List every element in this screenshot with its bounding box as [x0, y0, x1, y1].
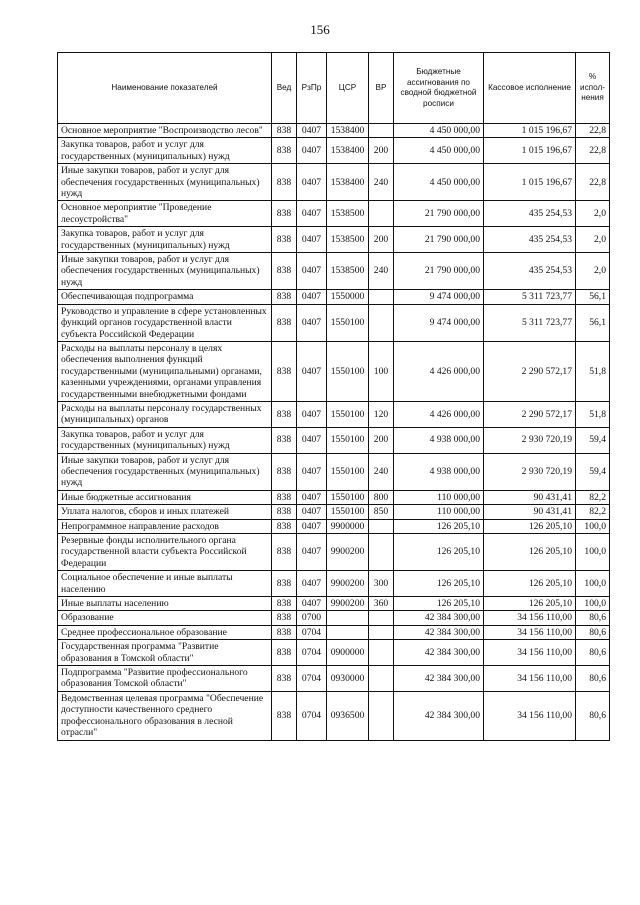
row-name: Иные закупки товаров, работ и услуг для обеспечения государственных (муниципальных) нужд [58, 253, 272, 290]
row-cash: 1 015 196,67 [484, 124, 576, 138]
row-percent: 2,0 [576, 201, 610, 227]
row-csr: 1538400 [327, 164, 369, 201]
table-row [58, 227, 610, 253]
row-cash: 435 254,53 [484, 227, 576, 253]
row-budget: 126 205,10 [394, 534, 484, 571]
row-percent: 80,6 [576, 640, 610, 666]
row-ved: 838 [272, 227, 297, 253]
row-cash: 435 254,53 [484, 201, 576, 227]
row-csr [327, 611, 369, 625]
row-ved: 838 [272, 534, 297, 571]
row-percent: 59,4 [576, 427, 610, 453]
row-name: Основное мероприятие "Проведение лесоустройства" [58, 201, 272, 227]
row-cash: 126 205,10 [484, 571, 576, 597]
row-vr [369, 304, 394, 341]
row-vr [369, 201, 394, 227]
table-row [58, 427, 610, 453]
row-rzpr: 0407 [297, 571, 327, 597]
table-row [58, 253, 610, 290]
row-budget: 9 474 000,00 [394, 290, 484, 304]
row-csr: 1538400 [327, 124, 369, 138]
row-percent: 100,0 [576, 534, 610, 571]
row-vr: 200 [369, 227, 394, 253]
row-vr: 240 [369, 253, 394, 290]
row-rzpr: 0407 [297, 201, 327, 227]
row-csr: 9900200 [327, 534, 369, 571]
table-row [58, 453, 610, 490]
row-csr: 1538400 [327, 138, 369, 164]
row-csr: 1550100 [327, 427, 369, 453]
row-csr: 1550100 [327, 453, 369, 490]
row-name: Расходы на выплаты персоналу государственных (муниципальных) органов [58, 401, 272, 427]
row-budget: 42 384 300,00 [394, 640, 484, 666]
table-row [58, 290, 610, 304]
row-budget: 4 938 000,00 [394, 427, 484, 453]
row-cash: 2 290 572,17 [484, 341, 576, 401]
row-rzpr: 0407 [297, 597, 327, 611]
row-csr: 1538500 [327, 253, 369, 290]
row-percent: 51,8 [576, 401, 610, 427]
table-row [58, 534, 610, 571]
row-budget: 110 000,00 [394, 490, 484, 504]
row-percent: 100,0 [576, 571, 610, 597]
row-rzpr: 0704 [297, 640, 327, 666]
row-vr: 850 [369, 505, 394, 519]
row-budget: 42 384 300,00 [394, 691, 484, 740]
row-name: Подпрограмма "Развитие профессионального образования Томской области" [58, 666, 272, 692]
row-rzpr: 0704 [297, 691, 327, 740]
row-csr: 1550100 [327, 505, 369, 519]
row-vr: 240 [369, 164, 394, 201]
row-name: Иные бюджетные ассигнования [58, 490, 272, 504]
row-name: Государственная программа "Развитие образования в Томской области" [58, 640, 272, 666]
table-body [58, 124, 610, 741]
table-row [58, 124, 610, 138]
row-ved: 838 [272, 519, 297, 533]
row-rzpr: 0407 [297, 534, 327, 571]
row-rzpr: 0407 [297, 124, 327, 138]
row-vr: 800 [369, 490, 394, 504]
row-name: Обеспечивающая подпрограмма [58, 290, 272, 304]
row-budget: 126 205,10 [394, 571, 484, 597]
table-row [58, 490, 610, 504]
row-ved: 838 [272, 611, 297, 625]
row-ved: 838 [272, 490, 297, 504]
row-ved: 838 [272, 138, 297, 164]
row-vr: 120 [369, 401, 394, 427]
row-rzpr: 0407 [297, 290, 327, 304]
row-ved: 838 [272, 640, 297, 666]
row-vr [369, 666, 394, 692]
row-name: Иные закупки товаров, работ и услуг для обеспечения государственных (муниципальных) нужд [58, 164, 272, 201]
row-vr [369, 691, 394, 740]
row-percent: 82,2 [576, 490, 610, 504]
row-budget: 9 474 000,00 [394, 304, 484, 341]
row-name: Резервные фонды исполнительного органа государственной власти субъекта Российской Федерации [58, 534, 272, 571]
row-ved: 838 [272, 597, 297, 611]
row-ved: 838 [272, 290, 297, 304]
header-rzpr: РзПр [297, 53, 327, 124]
row-vr: 200 [369, 427, 394, 453]
row-csr: 0900000 [327, 640, 369, 666]
row-rzpr: 0700 [297, 611, 327, 625]
budget-table [57, 52, 610, 741]
table-row [58, 571, 610, 597]
row-vr [369, 290, 394, 304]
row-vr: 200 [369, 138, 394, 164]
row-percent: 22,8 [576, 164, 610, 201]
table-row [58, 341, 610, 401]
header-csr: ЦСР [327, 53, 369, 124]
row-name: Закупка товаров, работ и услуг для государственных (муниципальных) нужд [58, 427, 272, 453]
row-percent: 82,2 [576, 505, 610, 519]
row-csr: 1538500 [327, 201, 369, 227]
header-name: Наименование показателей [58, 53, 272, 124]
header-budget: Бюджетные ассигнования по сводной бюджетной росписи [394, 53, 484, 124]
row-ved: 838 [272, 401, 297, 427]
row-name: Основное мероприятие "Воспроизводство лесов" [58, 124, 272, 138]
row-budget: 126 205,10 [394, 519, 484, 533]
table-row [58, 640, 610, 666]
row-rzpr: 0704 [297, 625, 327, 639]
table-row [58, 611, 610, 625]
header-percent: % испол-нения [576, 53, 610, 124]
row-ved: 838 [272, 625, 297, 639]
row-csr: 0936500 [327, 691, 369, 740]
header-vr: ВР [369, 53, 394, 124]
table-row [58, 519, 610, 533]
row-cash: 34 156 110,00 [484, 640, 576, 666]
row-percent: 51,8 [576, 341, 610, 401]
row-csr: 1550100 [327, 490, 369, 504]
row-percent: 80,6 [576, 611, 610, 625]
row-ved: 838 [272, 164, 297, 201]
row-cash: 126 205,10 [484, 597, 576, 611]
row-csr: 9900000 [327, 519, 369, 533]
row-percent: 2,0 [576, 253, 610, 290]
row-budget: 4 938 000,00 [394, 453, 484, 490]
table-row [58, 164, 610, 201]
row-csr: 9900200 [327, 597, 369, 611]
row-rzpr: 0407 [297, 490, 327, 504]
row-cash: 126 205,10 [484, 534, 576, 571]
row-ved: 838 [272, 505, 297, 519]
row-name: Закупка товаров, работ и услуг для государственных (муниципальных) нужд [58, 227, 272, 253]
row-rzpr: 0407 [297, 253, 327, 290]
header-ved: Вед [272, 53, 297, 124]
row-vr [369, 534, 394, 571]
row-ved: 838 [272, 253, 297, 290]
row-percent: 59,4 [576, 453, 610, 490]
row-cash: 126 205,10 [484, 519, 576, 533]
table-row [58, 691, 610, 740]
row-percent: 22,8 [576, 124, 610, 138]
table-row [58, 505, 610, 519]
row-rzpr: 0704 [297, 666, 327, 692]
row-name: Расходы на выплаты персоналу в целях обеспечения выполнения функций государственными (муниципальными) органами, казенными учреждениями, органами управления государственными внебюджетными фондами [58, 341, 272, 401]
row-budget: 21 790 000,00 [394, 253, 484, 290]
row-ved: 838 [272, 427, 297, 453]
row-name: Иные закупки товаров, работ и услуг для обеспечения государственных (муниципальных) нужд [58, 453, 272, 490]
row-budget: 42 384 300,00 [394, 625, 484, 639]
row-name: Социальное обеспечение и иные выплаты населению [58, 571, 272, 597]
row-budget: 4 450 000,00 [394, 124, 484, 138]
row-rzpr: 0407 [297, 164, 327, 201]
page-number: 156 [310, 22, 330, 37]
row-cash: 2 930 720,19 [484, 453, 576, 490]
row-budget: 42 384 300,00 [394, 611, 484, 625]
row-cash: 90 431,41 [484, 505, 576, 519]
row-percent: 80,6 [576, 666, 610, 692]
row-name: Закупка товаров, работ и услуг для государственных (муниципальных) нужд [58, 138, 272, 164]
row-budget: 4 450 000,00 [394, 164, 484, 201]
row-csr: 9900200 [327, 571, 369, 597]
row-name: Образование [58, 611, 272, 625]
row-ved: 838 [272, 304, 297, 341]
row-ved: 838 [272, 453, 297, 490]
row-name: Среднее профессиональное образование [58, 625, 272, 639]
row-rzpr: 0407 [297, 401, 327, 427]
row-csr: 1550000 [327, 290, 369, 304]
row-cash: 5 311 723,77 [484, 290, 576, 304]
row-rzpr: 0407 [297, 341, 327, 401]
row-vr [369, 611, 394, 625]
row-rzpr: 0407 [297, 519, 327, 533]
row-vr: 360 [369, 597, 394, 611]
row-ved: 838 [272, 666, 297, 692]
table-row [58, 625, 610, 639]
row-csr: 1550100 [327, 341, 369, 401]
row-cash: 2 290 572,17 [484, 401, 576, 427]
row-percent: 80,6 [576, 625, 610, 639]
row-rzpr: 0407 [297, 427, 327, 453]
row-vr: 300 [369, 571, 394, 597]
row-ved: 838 [272, 124, 297, 138]
header-cash: Кассовое исполнение [484, 53, 576, 124]
row-budget: 4 426 000,00 [394, 401, 484, 427]
row-cash: 34 156 110,00 [484, 625, 576, 639]
row-percent: 100,0 [576, 519, 610, 533]
row-vr [369, 519, 394, 533]
table-row [58, 304, 610, 341]
row-percent: 100,0 [576, 597, 610, 611]
row-vr [369, 124, 394, 138]
table-row [58, 597, 610, 611]
row-cash: 2 930 720,19 [484, 427, 576, 453]
row-rzpr: 0407 [297, 138, 327, 164]
row-vr: 100 [369, 341, 394, 401]
row-budget: 21 790 000,00 [394, 227, 484, 253]
row-csr: 0930000 [327, 666, 369, 692]
row-percent: 2,0 [576, 227, 610, 253]
row-cash: 435 254,53 [484, 253, 576, 290]
row-percent: 80,6 [576, 691, 610, 740]
row-csr: 1538500 [327, 227, 369, 253]
row-cash: 34 156 110,00 [484, 666, 576, 692]
table-row [58, 201, 610, 227]
row-csr [327, 625, 369, 639]
row-rzpr: 0407 [297, 304, 327, 341]
row-budget: 42 384 300,00 [394, 666, 484, 692]
row-vr [369, 640, 394, 666]
row-percent: 56,1 [576, 304, 610, 341]
table-row [58, 666, 610, 692]
row-ved: 838 [272, 691, 297, 740]
row-rzpr: 0407 [297, 505, 327, 519]
row-cash: 34 156 110,00 [484, 611, 576, 625]
row-rzpr: 0407 [297, 227, 327, 253]
row-vr [369, 625, 394, 639]
row-rzpr: 0407 [297, 453, 327, 490]
row-budget: 110 000,00 [394, 505, 484, 519]
row-name: Иные выплаты населению [58, 597, 272, 611]
row-budget: 4 450 000,00 [394, 138, 484, 164]
table-row [58, 138, 610, 164]
table-header [58, 53, 610, 124]
row-csr: 1550100 [327, 401, 369, 427]
row-cash: 1 015 196,67 [484, 164, 576, 201]
row-vr: 240 [369, 453, 394, 490]
row-ved: 838 [272, 571, 297, 597]
row-name: Руководство и управление в сфере установленных функций органов государственной власти субъекта Российской Федерации [58, 304, 272, 341]
row-ved: 838 [272, 341, 297, 401]
row-percent: 22,8 [576, 138, 610, 164]
row-csr: 1550100 [327, 304, 369, 341]
row-name: Непрограммное направление расходов [58, 519, 272, 533]
table-row [58, 401, 610, 427]
row-cash: 1 015 196,67 [484, 138, 576, 164]
row-name: Ведомственная целевая программа "Обеспечение доступности качественного среднего профессионального образования в лесной отрасли" [58, 691, 272, 740]
row-cash: 90 431,41 [484, 490, 576, 504]
row-percent: 56,1 [576, 290, 610, 304]
row-budget: 4 426 000,00 [394, 341, 484, 401]
row-cash: 5 311 723,77 [484, 304, 576, 341]
row-cash: 34 156 110,00 [484, 691, 576, 740]
row-budget: 126 205,10 [394, 597, 484, 611]
row-budget: 21 790 000,00 [394, 201, 484, 227]
row-ved: 838 [272, 201, 297, 227]
row-name: Уплата налогов, сборов и иных платежей [58, 505, 272, 519]
